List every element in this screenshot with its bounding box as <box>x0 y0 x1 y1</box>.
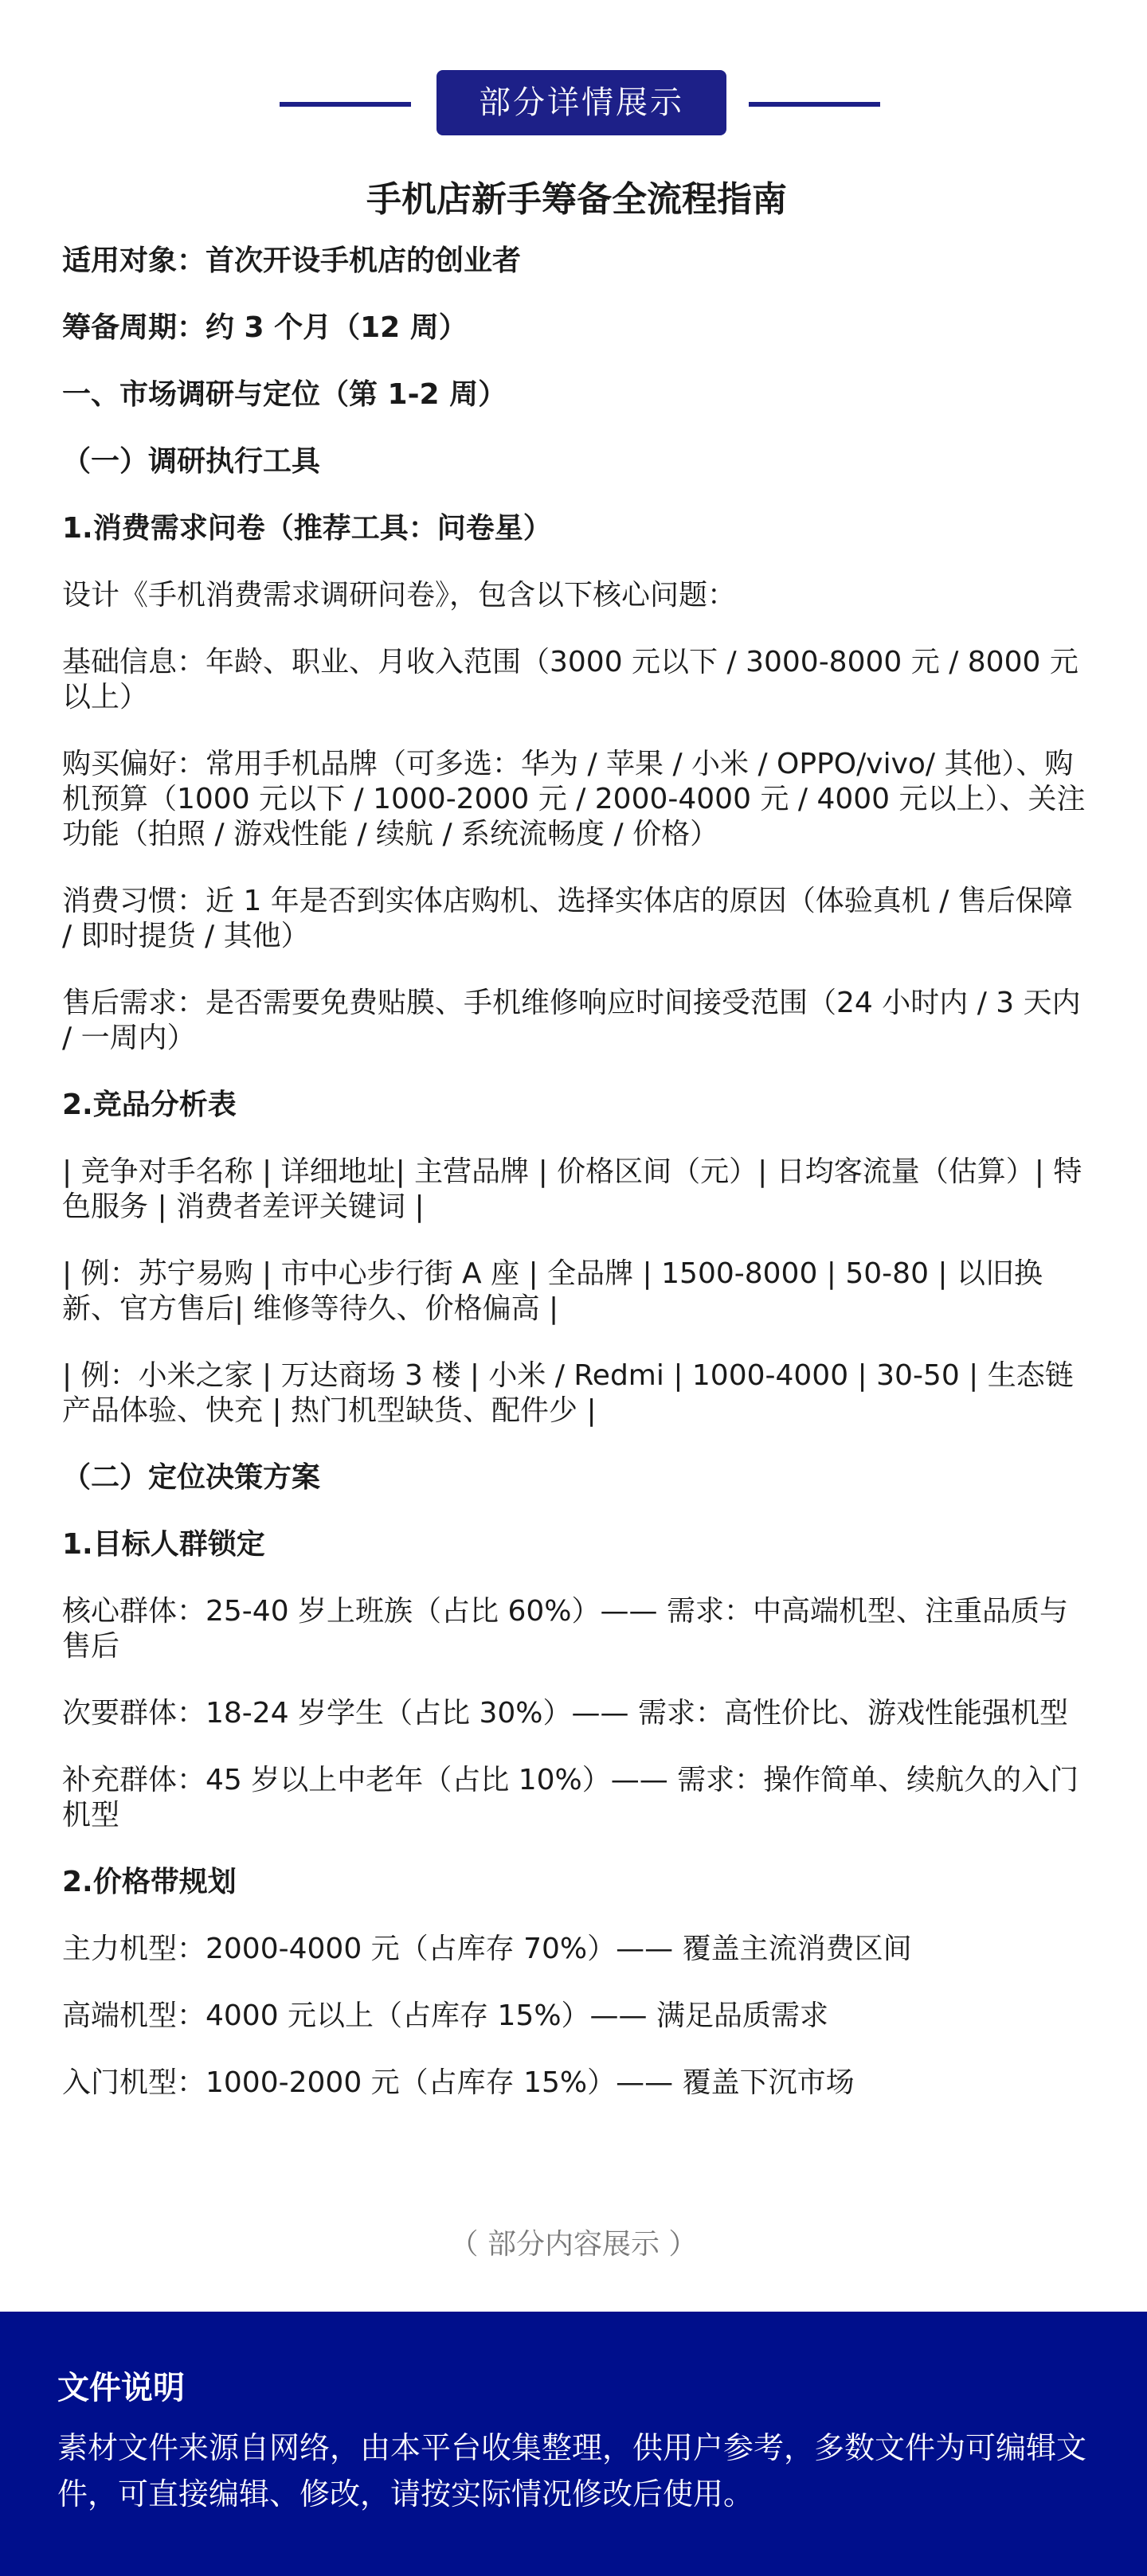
body-paragraph: 主力机型：2000-4000 元（占库存 70%）—— 覆盖主流消费区间 <box>62 1933 912 1965</box>
section-heading: （一）调研执行工具 <box>62 445 321 478</box>
body-paragraph: | 例：小米之家 | 万达商场 3 楼 | 小米 / Redmi | 1000-4000 | 30-50 | 生态链产品体验、快充 | 热门机型缺货、配件少 | <box>62 1359 1074 1427</box>
body-paragraph: | 例：苏宁易购 | 市中心步行街 A 座 | 全品牌 | 1500-8000 | 50-80 | 以旧换新、官方售后| 维修等待久、价格偏高 | <box>62 1257 1043 1325</box>
body-paragraph: 设计《手机消费需求调研问卷》，包含以下核心问题： <box>62 579 737 612</box>
file-info-title: 文件说明 <box>57 2370 185 2406</box>
body-paragraph: 消费习惯：近 1 年是否到实体店购机、选择实体店的原因（体验真机 / 售后保障 / 即时提货 / 其他） <box>62 885 1073 952</box>
preview-badge: 部分详情展示 <box>436 70 726 135</box>
section-heading: 2.价格带规划 <box>62 1866 237 1898</box>
body-paragraph: 售后需求：是否需要免费贴膜、手机维修响应时间接受范围（24 小时内 / 3 天内 / 一周内） <box>62 987 1081 1054</box>
section-heading: 1.消费需求问卷（推荐工具：问卷星） <box>62 512 552 545</box>
body-paragraph: 购买偏好：常用手机品牌（可多选：华为 / 苹果 / 小米 / OPPO/vivo/ 其他）、购机预算（1000 元以下 / 1000-2000 元 / 2000-4000 元 / 4000 元以上）、关注功能（拍照 / 游戏性能 / 续航 / 系统流畅度 / 价格） <box>62 748 1086 850</box>
section-heading: 一、市场调研与定位（第 1-2 周） <box>62 378 507 411</box>
section-heading: 适用对象：首次开设手机店的创业者 <box>62 244 522 277</box>
document-title: 手机店新手筹备全流程指南 <box>366 179 787 220</box>
header-left-rule <box>280 102 411 107</box>
body-paragraph: 次要群体：18-24 岁学生（占比 30%）—— 需求：高性价比、游戏性能强机型 <box>62 1697 1068 1730</box>
body-paragraph: 入门机型：1000-2000 元（占库存 15%）—— 覆盖下沉市场 <box>62 2066 855 2099</box>
section-heading: （二）定位决策方案 <box>62 1461 321 1494</box>
section-heading: 2.竞品分析表 <box>62 1089 237 1121</box>
document-content <box>62 174 1091 2132</box>
body-paragraph: 高端机型：4000 元以上（占库存 15%）—— 满足品质需求 <box>62 1999 828 2032</box>
body-paragraph: 核心群体：25-40 岁上班族（占比 60%）—— 需求：中高端机型、注重品质与售后 <box>62 1595 1068 1663</box>
preview-header <box>0 70 1147 135</box>
file-info-panel <box>0 2312 1147 2576</box>
file-info-text: 素材文件来源自网络，由本平台收集整理，供用户参考，多数文件为可编辑文件，可直接编辑、修改，请按实际情况修改后使用。 <box>57 2430 1087 2512</box>
section-heading: 筹备周期：约 3 个月（12 周） <box>62 311 468 344</box>
section-heading: 1.目标人群锁定 <box>62 1528 265 1561</box>
body-paragraph: 基础信息：年龄、职业、月收入范围（3000 元以下 / 3000-8000 元 / 8000 元以上） <box>62 646 1078 713</box>
body-paragraph: | 竞争对手名称 | 详细地址| 主营品牌 | 价格区间（元）| 日均客流量（估算）| 特色服务 | 消费者差评关键词 | <box>62 1155 1082 1223</box>
document-body <box>62 244 1091 2101</box>
header-right-rule <box>749 102 880 107</box>
body-paragraph: 补充群体：45 岁以上中老年（占比 10%）—— 需求：操作简单、续航久的入门机型 <box>62 1764 1079 1831</box>
partial-content-note: （ 部分内容展示 ） <box>449 2228 698 2261</box>
